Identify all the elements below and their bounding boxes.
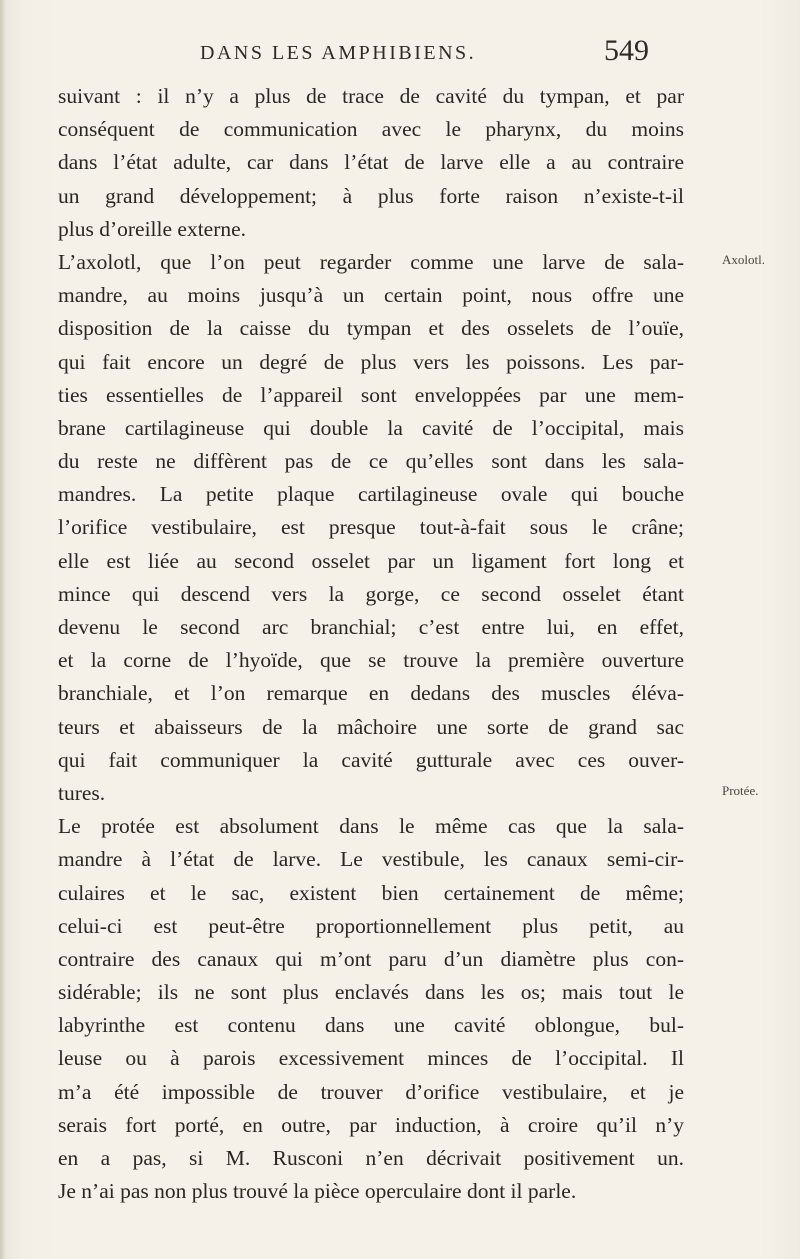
- text-line: mandres. La petite plaque cartilagineuse ovale qui bouche: [58, 482, 684, 507]
- text-line: du reste ne diffèrent pas de ce qu’elles sont dans les sala-: [58, 449, 684, 474]
- text-line: suivant : il n’y a plus de trace de cavité du tympan, et par: [58, 84, 684, 108]
- text-line: mince qui descend vers la gorge, ce second osselet étant: [58, 581, 684, 606]
- text-line: dans l’état adulte, car dans l’état de larve elle a au contraire: [58, 150, 684, 175]
- text-line: branchiale, et l’on remarque en dedans des muscles éléva-: [58, 681, 684, 706]
- text-line: qui fait encore un degré de plus vers les poissons. Les par-: [58, 349, 684, 374]
- text-line: culaires et le sac, existent bien certainement de même;: [58, 880, 684, 905]
- text-line: ties essentielles de l’appareil sont enveloppées par une mem-: [58, 382, 684, 407]
- text-line: elle est liée au second osselet par un ligament fort long et: [58, 548, 684, 573]
- margin-note-axolotl: Axolotl.: [722, 252, 765, 267]
- text-line: mandre, au moins jusqu’à un certain point, nous offre une: [58, 283, 684, 308]
- text-line: contraire des canaux qui m’ont paru d’un diamètre plus con-: [58, 946, 684, 971]
- text-line: Je n’ai pas non plus trouvé la pièce operculaire dont il parle.: [58, 1179, 577, 1204]
- page-binding-shadow: [0, 0, 6, 1259]
- text-line: leuse ou à parois excessivement minces de l’occipital. Il: [58, 1046, 684, 1071]
- text-line: devenu le second arc branchial; c’est entre lui, en effet,: [58, 615, 684, 639]
- text-line: plus d’oreille externe.: [58, 216, 247, 241]
- text-line: disposition de la caisse du tympan et des osselets de l’ouïe,: [58, 316, 684, 341]
- text-line: celui-ci est peut-être proportionnellement plus petit, au: [58, 913, 684, 938]
- text-line: en a pas, si M. Rusconi n’en décrivait positivement un.: [58, 1146, 684, 1170]
- text-line: labyrinthe est contenu dans une cavité oblongue, bul-: [58, 1013, 684, 1038]
- text-line: brane cartilagineuse qui double la cavité de l’occipital, mais: [58, 415, 684, 440]
- text-line: Le protée est absolument dans le même cas que la sala-: [58, 814, 684, 839]
- text-line: sidérable; ils ne sont plus enclavés dans les os; mais tout le: [58, 980, 684, 1005]
- body-text: [58, 80, 684, 1208]
- text-line: conséquent de communication avec le pharynx, du moins: [58, 117, 684, 142]
- text-line: L’axolotl, que l’on peut regarder comme une larve de sala-: [58, 249, 684, 274]
- text-line: serais fort porté, en outre, par induction, à croire qu’il n’y: [58, 1112, 684, 1137]
- text-line: m’a été impossible de trouver d’orifice vestibulaire, et je: [58, 1079, 684, 1104]
- text-line: et la corne de l’hyoïde, que se trouve la première ouverture: [58, 648, 684, 673]
- text-line: mandre à l’état de larve. Le vestibule, les canaux semi-cir-: [58, 847, 684, 872]
- page-number: 549: [604, 34, 649, 67]
- text-line: tures.: [58, 780, 106, 805]
- running-head: DANS LES AMPHIBIENS.: [200, 42, 477, 64]
- text-line: un grand développement; à plus forte raison n’existe-t-il: [58, 183, 684, 208]
- page-header: [200, 34, 649, 68]
- text-line: qui fait communiquer la cavité gutturale avec ces ouver-: [58, 747, 684, 772]
- margin-note-protee: Protée.: [722, 783, 759, 798]
- text-line: l’orifice vestibulaire, est presque tout-à-fait sous le crâne;: [58, 515, 684, 540]
- text-line: teurs et abaisseurs de la mâchoire une sorte de grand sac: [58, 714, 684, 739]
